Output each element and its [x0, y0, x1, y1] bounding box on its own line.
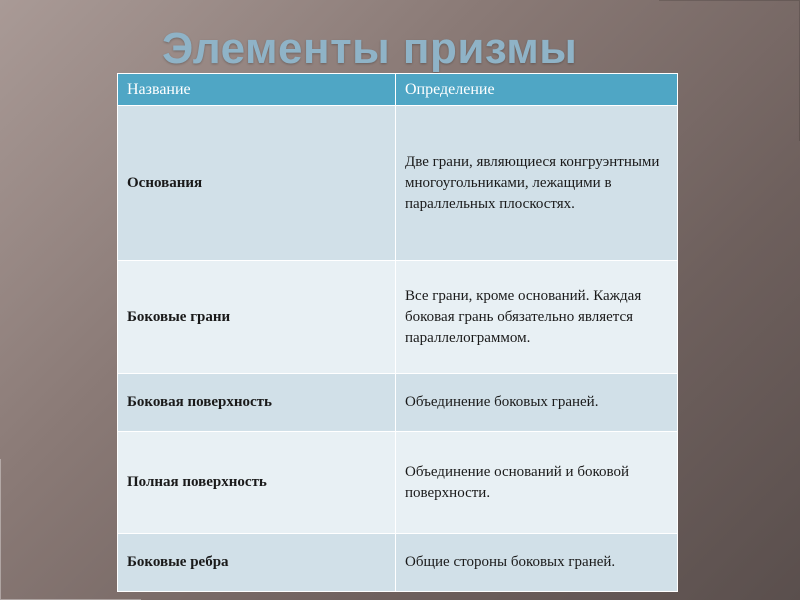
row-name: Боковые грани — [118, 261, 396, 374]
table-row — [118, 534, 678, 592]
row-name: Боковая поверхность — [118, 374, 396, 432]
row-definition: Объединение оснований и боковой поверхности. — [396, 432, 678, 534]
row-definition: Объединение боковых граней. — [396, 374, 678, 432]
table-row — [118, 432, 678, 534]
table-row — [118, 106, 678, 261]
row-definition: Все грани, кроме оснований. Каждая боковая грань обязательно является параллелограммом. — [396, 261, 678, 374]
header-name: Название — [118, 74, 396, 106]
row-definition: Две грани, являющиеся конгруэнтными многоугольниками, лежащими в параллельных плоскостях. — [396, 106, 678, 261]
slide-title: Элементы призмы — [162, 24, 578, 73]
row-name: Боковые ребра — [118, 534, 396, 592]
table-row — [118, 374, 678, 432]
header-definition: Определение — [396, 74, 678, 106]
row-name: Основания — [118, 106, 396, 261]
corner-decoration-top-right — [659, 0, 800, 141]
prism-elements-table — [117, 73, 678, 592]
row-name: Полная поверхность — [118, 432, 396, 534]
row-definition: Общие стороны боковых граней. — [396, 534, 678, 592]
table-row — [118, 261, 678, 374]
table-header-row — [118, 74, 678, 106]
